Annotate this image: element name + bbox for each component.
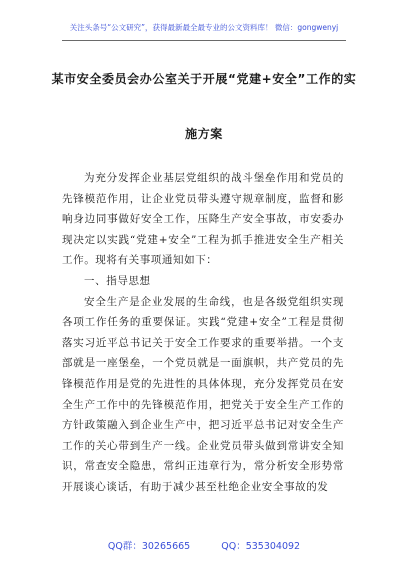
header-note: 关注头条号“公文研究”，获得最新最全最专业的公文资料库！ 微信：gongwenyj — [69, 23, 339, 32]
header-divider — [62, 40, 346, 41]
section1-paragraph: 安全生产是企业发展的生命线，也是各级党组织实现各项工作任务的重要保证。实践“党建+安全”工程是贯彻落实习近平总书记关于安全工作要求的重要举措。一个支部就是一座堡垒，一个党员就是一面旗帜，共产党员的先锋模范作用是党的先进性的具体体现，充分发挥党员在安全生产工作中的先锋模范作用，把党关于安全生产工作的方针政策融入到企业生产中，把习近平总书记对安全生产工作的关心带到生产一线。企业党员带头做到常讲安全知识，常查安全隐患，常纠正违章行为，常分析安全形势常开展谈心谈话，有助于减少甚至杜绝企业安全事故的发 — [62, 295, 344, 493]
intro-paragraph: 为充分发挥企业基层党组织的战斗堡垒作用和党员的先锋模范作用，让企业党员带头遵守规章制度，监督和影响身边同事做好安全工作，压降生产安全事故，市安委办现决定以实践“党建+安全”工程为抓手推进安全生产相关工作。现将有关事项通知如下： — [62, 172, 344, 267]
section1-heading: 一、指导思想 — [84, 274, 151, 287]
document-title-line1: 某市安全委员会办公室关于开展“党建+安全”工作的实 — [51, 72, 357, 86]
document-body — [62, 168, 344, 498]
footer-qq-group: QQ群：30265665 — [107, 541, 191, 552]
document-title-line2: 施方案 — [185, 127, 223, 141]
footer-qq: QQ：535304092 — [221, 541, 301, 552]
footer — [0, 538, 408, 552]
